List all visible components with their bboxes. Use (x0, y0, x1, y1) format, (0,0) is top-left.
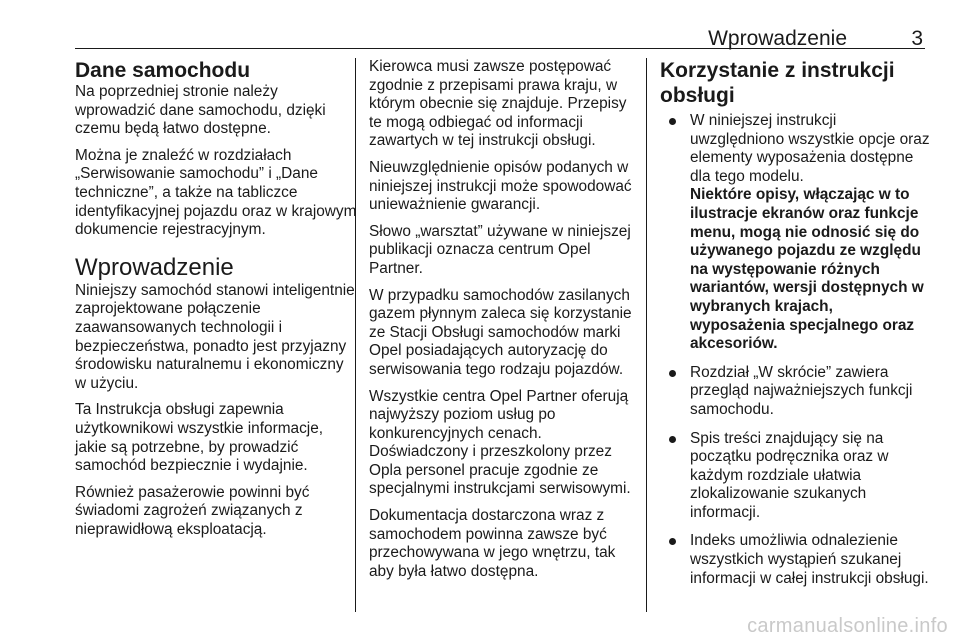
list-item-text: Indeks umożliwia odnalezienie wszystkich wystąpień szukanej informacji w całej instrukcji obsługi. (690, 532, 929, 587)
paragraph: Ta Instrukcja obsługi zapewnia użytkownikowi wszystkie informacje, jakie są potrzebne, by prowadzić samochód bezpiecznie i wydajnie. (75, 401, 324, 475)
paragraph: Wszystkie centra Opel Partner oferują najwyższy poziom usług po konkurencyjnych cenach. Doświadczony i przeszkolony przez Opla personel pracuje zgodnie ze specjalnymi instrukcjami serwisowymi. (369, 387, 631, 498)
paragraph: Niniejszy samochód stanowi inteligentnie zaprojektowane połączenie zaawansowanych technologii i bezpieczeństwa, ponadto jest przyjazny środowisku naturalnemu i ekonomiczny w użyciu. (75, 281, 355, 392)
section-heading-using-manual: Korzystanie z instrukcji obsługi (660, 59, 895, 107)
list-item (660, 364, 930, 420)
paragraph: W przypadku samochodów zasilanych gazem płynnym zaleca się korzystanie ze Stacji Obsługi samochodów marki Opel posiadających autoryzację do serwisowania tego rodzaju pojazdów. (369, 286, 632, 378)
column-divider (646, 58, 647, 612)
section-heading-vehicle-data: Dane samochodu (75, 59, 251, 82)
bullet-icon (669, 370, 676, 377)
list-item (660, 430, 930, 523)
bullet-list (660, 112, 930, 588)
column-left (75, 58, 357, 547)
list-item-text: Rozdział „W skrócie” zawiera przegląd najważniejszych funkcji samochodu. (690, 363, 913, 418)
page-header (75, 0, 925, 49)
list-item-text: W niniejszej instrukcji uwzględniono wszystkie opcje oraz elementy wyposażenia dostępne dla tego modelu. (690, 112, 930, 185)
column-right (660, 58, 930, 598)
paragraph: Kierowca musi zawsze postępować zgodnie z przepisami prawa kraju, w którym obecnie się znajduje. Przepisy te mogą odbiegać od informacji zawartych w tej instrukcji obsługi. (369, 58, 627, 150)
bullet-icon (669, 538, 676, 545)
list-item-bold-note: Niektóre opisy, włączając w to ilustracje ekranów oraz funkcje menu, mogą nie odnosić się do używanego pojazdu ze względu na występowanie różnych wariantów, wersji dostępnych w wybranych krajach, wyposażenia specjalnego oraz akcesoriów. (690, 186, 924, 353)
watermark: carmanualsonline.info (747, 615, 948, 637)
paragraph: Słowo „warsztat” używane w niniejszej publikacji oznacza centrum Opel Partner. (369, 222, 631, 277)
bullet-icon (669, 436, 676, 443)
list-item (660, 532, 930, 588)
bullet-icon (669, 118, 676, 125)
paragraph: Dokumentacja dostarczona wraz z samochodem powinna zawsze być przechowywana w jego wnętrzu, tak aby była łatwo dostępna. (369, 507, 616, 580)
column-middle (369, 58, 637, 589)
page-number: 3 (911, 27, 923, 50)
header-title: Wprowadzenie (708, 27, 847, 50)
paragraph: Również pasażerowie powinni być świadomi zagrożeń związanych z nieprawidłową eksploatacją. (75, 483, 310, 538)
list-item-text: Spis treści znajdujący się na początku podręcznika oraz w każdym rozdziale ułatwia zlokalizowanie szukanych informacji. (690, 429, 889, 521)
paragraph: Można je znaleźć w rozdziałach „Serwisowanie samochodu” i „Dane techniczne”, a także na tabliczce identyfikacyjnej pojazdu oraz w krajowym dokumencie rejestracyjnym. (75, 146, 357, 239)
list-item (660, 112, 930, 354)
paragraph: Nieuwzględnienie opisów podanych w niniejszej instrukcji może spowodować unieważnienie gwarancji. (369, 158, 632, 214)
section-heading-introduction: Wprowadzenie (75, 253, 234, 281)
paragraph: Na poprzedniej stronie należy wprowadzić dane samochodu, dzięki czemu będą łatwo dostępne. (75, 83, 326, 138)
